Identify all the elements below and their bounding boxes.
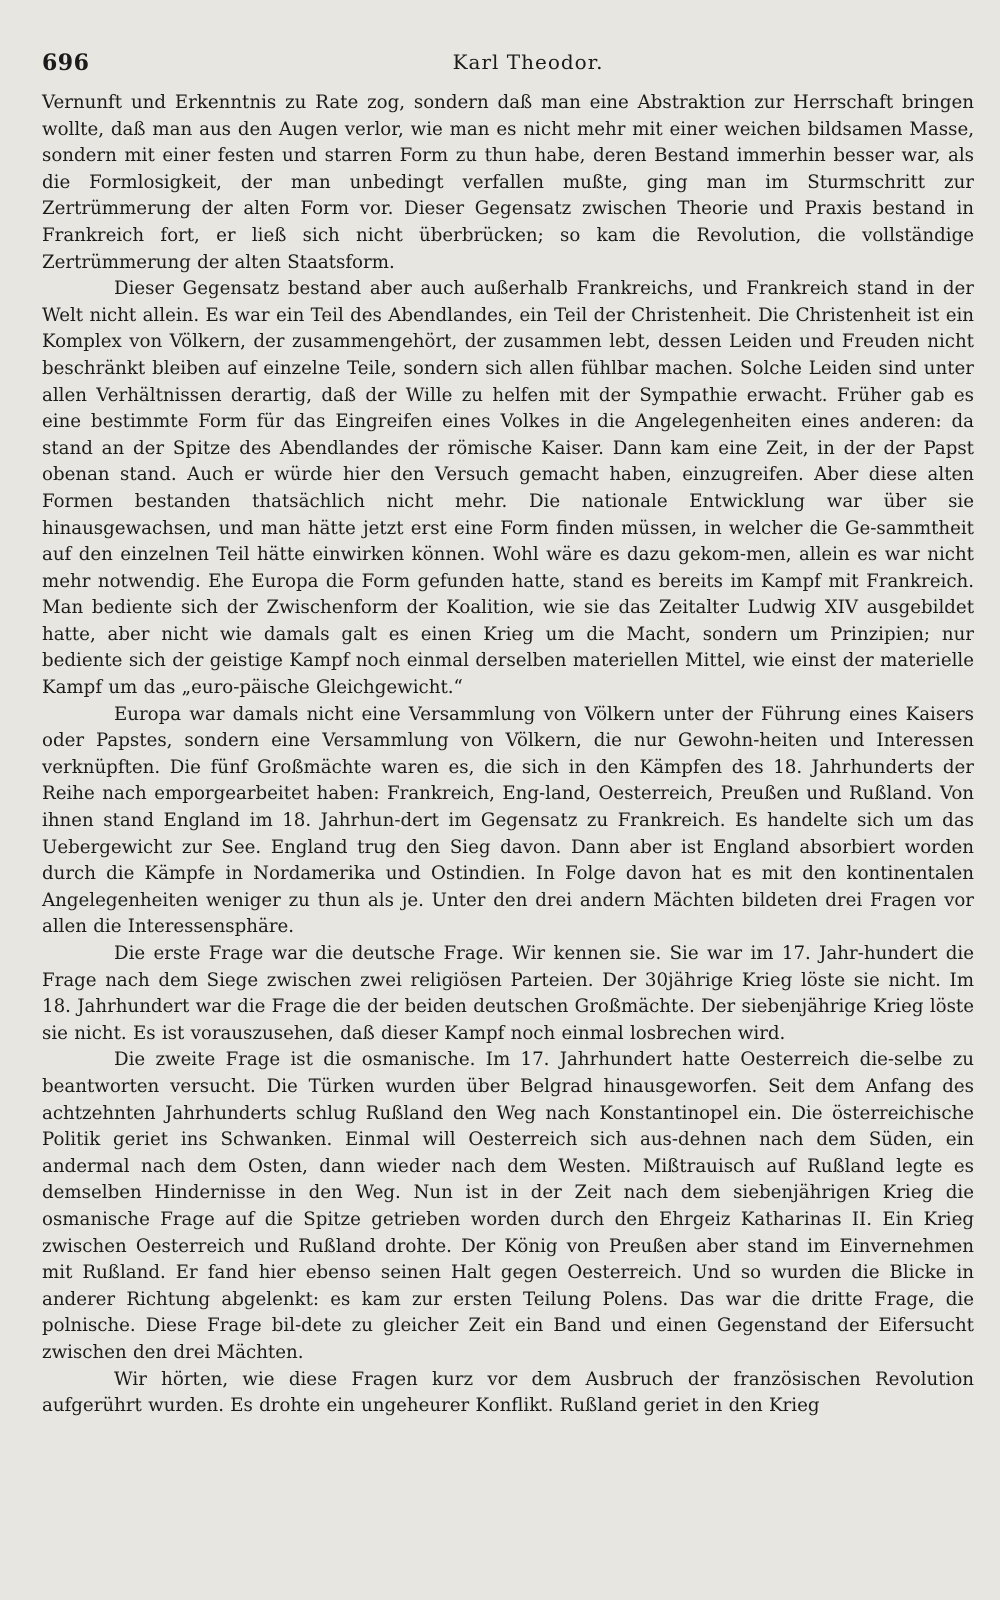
page-header [42, 44, 974, 84]
paragraph-2: Dieser Gegensatz bestand aber auch außerhalb Frankreichs, und Frankreich stand in der Welt nicht allein. Es war ein Teil des Abendlandes, ein Teil der Christenheit. Die Christenheit ist ein Komplex von Völkern, der zusammengehört, der zusammen lebt, dessen Leiden und Freuden nicht beschränkt bleiben auf einzelne Teile, sondern sich allen fühlbar machen. Solche Leiden sind unter allen Verhältnissen derartig, daß der Wille zu helfen mit der Sympathie erwacht. Früher gab es eine bestimmte Form für das Eingreifen eines Volkes in die Angelegenheiten eines anderen: da stand an der Spitze des Abendlandes der römische Kaiser. Dann kam eine Zeit, in der der Papst obenan stand. Auch er würde hier den Versuch gemacht haben, einzugreifen. Aber diese alten Formen bestanden thatsächlich nicht mehr. Die nationale Entwicklung war über sie hinausgewachsen, und man hätte jetzt erst eine Form finden müssen, in welcher die Ge-sammtheit auf den einzelnen Teil hätte einwirken können. Wohl wäre es dazu gekom-men, allein es war nicht mehr notwendig. Ehe Europa die Form gefunden hatte, stand es bereits im Kampf mit Frankreich. Man bediente sich der Zwischenform der Koalition, wie sie das Zeitalter Ludwig XIV ausgebildet hatte, aber nicht wie damals galt es einen Krieg um die Macht, sondern um Prinzipien; nur bediente sich der geistige Kampf noch einmal derselben materiellen Mittel, wie einst der materielle Kampf um das „euro-päische Gleichgewicht.“ [42, 278, 974, 699]
paragraph-4: Die erste Frage war die deutsche Frage. Wir kennen sie. Sie war im 17. Jahr-hundert die Frage nach dem Siege zwischen zwei religiösen Parteien. Der 30jährige Krieg löste sie nicht. Im 18. Jahrhundert war die Frage die der beiden deutschen Großmächte. Der siebenjährige Krieg löste sie nicht. Es ist vorauszusehen, daß dieser Kampf noch einmal losbrechen wird. [42, 943, 974, 1044]
body-text [42, 90, 974, 1420]
paragraph-5: Die zweite Frage ist die osmanische. Im 17. Jahrhundert hatte Oesterreich die-selbe zu beantworten versucht. Die Türken wurden über Belgrad hinausgeworfen. Seit dem Anfang des achtzehnten Jahrhunderts schlug Rußland den Weg nach Konstantinopel ein. Die österreichische Politik geriet ins Schwanken. Einmal will Oesterreich sich aus-dehnen nach dem Süden, ein andermal nach dem Osten, dann wieder nach dem Westen. Mißtrauisch auf Rußland legte es demselben Hindernisse in den Weg. Nun ist in der Zeit nach dem siebenjährigen Krieg die osmanische Frage auf die Spitze getrieben worden durch den Ehrgeiz Katharinas II. Ein Krieg zwischen Oesterreich und Rußland drohte. Der König von Preußen aber stand im Einvernehmen mit Rußland. Er fand hier ebenso seinen Halt gegen Oesterreich. Und so wurden die Blicke in anderer Richtung abgelenkt: es kam zur ersten Teilung Polens. Das war die dritte Frage, die polnische. Diese Frage bil-dete zu gleicher Zeit ein Band und einen Gegenstand der Eifersucht zwischen den drei Mächten. [42, 1049, 974, 1363]
paragraph-6: Wir hörten, wie diese Fragen kurz vor dem Ausbruch der französischen Revolution aufgerührt wurden. Es drohte ein ungeheurer Konflikt. Rußland geriet in den Krieg [42, 1368, 974, 1417]
paragraph-3: Europa war damals nicht eine Versammlung von Völkern unter der Führung eines Kaisers oder Papstes, sondern eine Versammlung von Völkern, die nur Gewohn-heiten und Interessen verknüpften. Die fünf Großmächte waren es, die sich in den Kämpfen des 18. Jahrhunderts der Reihe nach emporgearbeitet haben: Frankreich, Eng-land, Oesterreich, Preußen und Rußland. Von ihnen stand England im 18. Jahrhun-dert im Gegensatz zu Frankreich. Es handelte sich um das Uebergewicht zur See. England trug den Sieg davon. Dann aber ist England absorbiert worden durch die Kämpfe in Nordamerika und Ostindien. In Folge davon hat es mit den kontinentalen Angelegenheiten weniger zu thun als je. Unter den drei andern Mächten bildeten drei Fragen vor allen die Interessensphäre. [42, 703, 974, 938]
running-title: Karl Theodor. [452, 50, 604, 74]
page-number: 696 [42, 50, 90, 76]
paragraph-1: Vernunft und Erkenntnis zu Rate zog, sondern daß man eine Abstraktion zur Herrschaft bringen wollte, daß man aus den Augen verlor, wie man es nicht mehr mit einer weichen bildsamen Masse, sondern mit einer festen und starren Form zu thun habe, deren Bestand immerhin besser war, als die Formlosigkeit, der man unbedingt verfallen mußte, ging man im Sturmschritt zur Zertrümmerung der alten Form vor. Dieser Gegensatz zwischen Theorie und Praxis bestand in Frankreich fort, er ließ sich nicht überbrücken; so kam die Revolution, die vollständige Zertrümmerung der alten Staatsform. [42, 92, 974, 273]
